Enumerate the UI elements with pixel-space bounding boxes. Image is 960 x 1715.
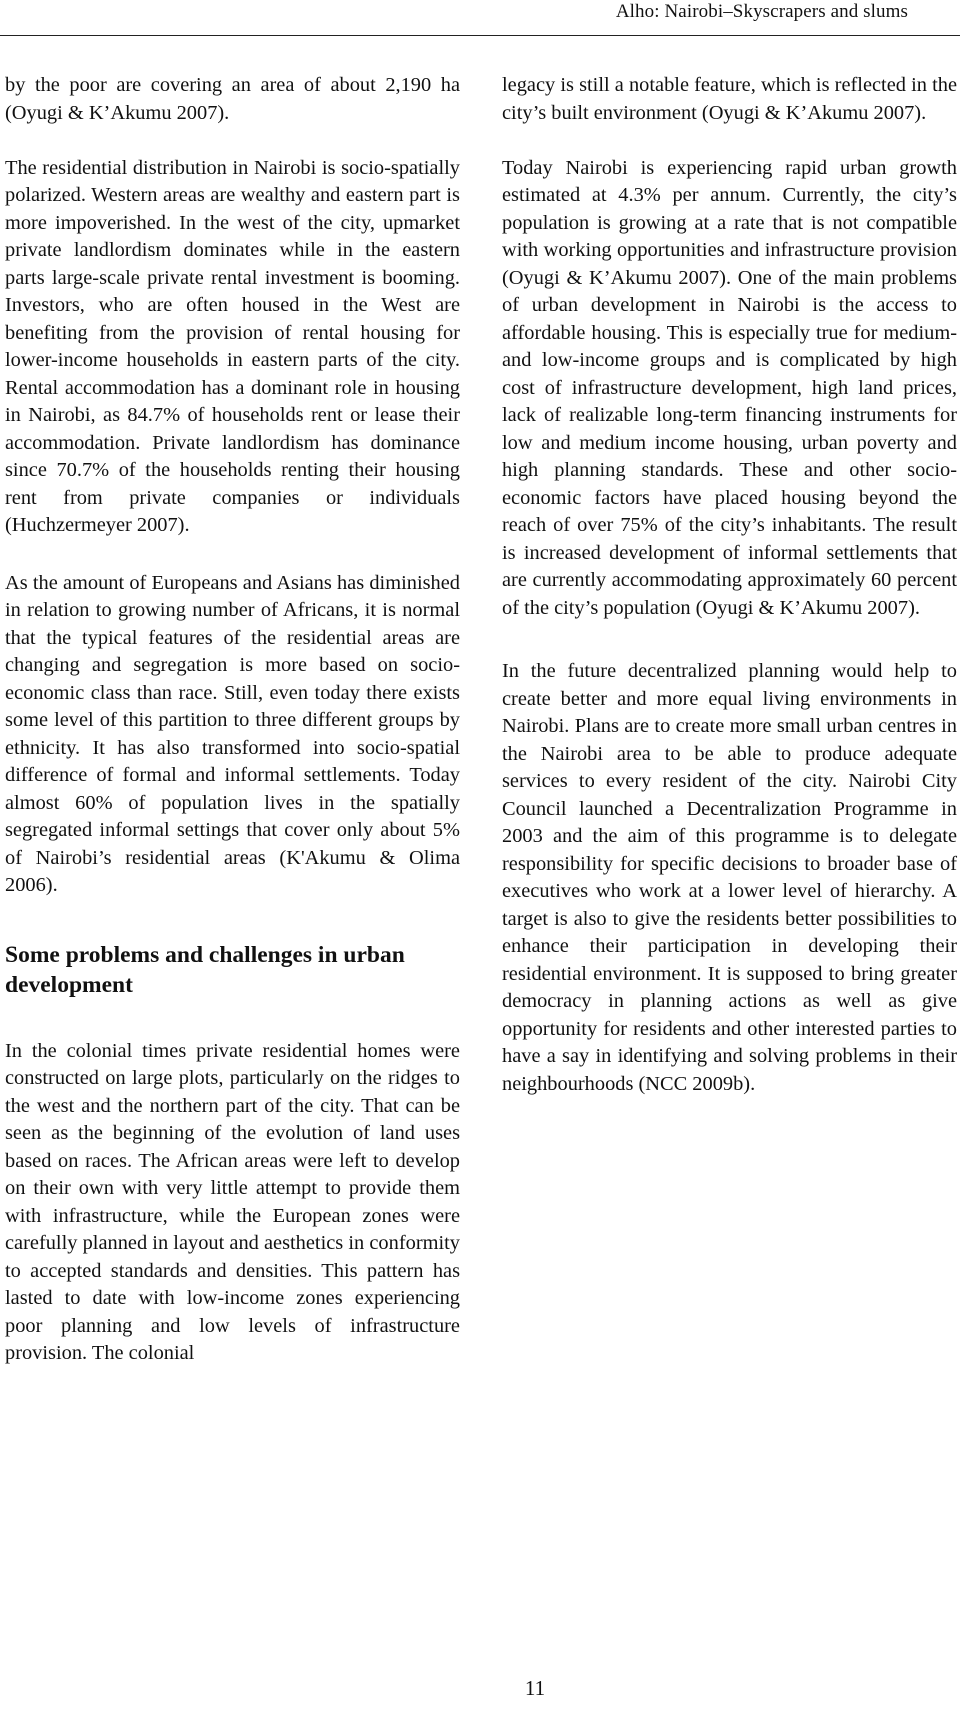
right-column (502, 72, 957, 1098)
paragraph-colonial-legacy: legacy is still a notable feature, which is reflected in the city’s built environment (Oyugi & K’Akumu 2007). (502, 74, 957, 124)
paragraph-decentralized-planning: In the future decentralized planning would help to create better and more equal living environments in Nairobi. Plans are to create more small urban centres in the Nairobi area to be able to produce adequate services to every resident of the city. Nairobi City Council launched a Decentralization Programme in 2003 and the aim of this programme is to delegate responsibility for specific decisions to broader base of executives who work at a lower level of hierarchy. A target is also to give the residents better possibilities to enhance their participation in developing their residential environment. It is supposed to bring greater democracy in planning actions as well as give opportunity for residents and other interested parties to have a say in identifying and solving problems in their neighbourhoods (NCC 2009b). (502, 660, 957, 1095)
paragraph-colonial-times: In the colonial times private residential homes were constructed on large plots, particularly on the ridges to the west and the northern part of the city. That can be seen as the beginning of the evolution of land uses based on races. The African areas were left to develop on their own with very little attempt to provide them with infrastructure, while the European zones were carefully planned in layout and aesthetics in conformity to accepted standards and densities. This pattern has lasted to date with low-income zones experiencing poor planning and low levels of infrastructure provision. The colonial (5, 1039, 460, 1364)
paragraph-europeans-and-asians: As the amount of Europeans and Asians has diminished in relation to growing number of Africans, it is normal that the typical features of the residential areas are changing and segregation is more based on socio-economic class than race. Still, even today there exists some level of this partition to three different groups by ethnicity. It has also transformed into socio-spatial difference of formal and informal settlements. Today almost 60% of population lives in the spatially segregated informal settings that cover only about 5% of Nairobi’s residential areas (K'Akumu & Olima 2006). (5, 571, 460, 896)
header-rule (0, 35, 960, 36)
left-column (5, 72, 460, 1368)
paragraph-rapid-urban-growth: Today Nairobi is experiencing rapid urban growth estimated at 4.3% per annum. Currently, the city’s population is growing at a rate that is not compatible with working opportunities and infrastructure provision (Oyugi & K’Akumu 2007). One of the main problems of urban development in Nairobi is the access to affordable housing. This is especially true for medium- and low-income groups and is complicated by high cost of infrastructure development, high land prices, lack of realizable long-term financing instruments for low and medium income housing, urban poverty and high planning standards. These and other socio-economic factors have placed housing beyond the reach of over 75% of the city’s inhabitants. The result is increased development of informal settlements that are currently accommodating approximately 60 percent of the city’s population (Oyugi & K’Akumu 2007). (502, 156, 957, 619)
running-header: Alho: Nairobi–Skyscrapers and slums (615, 1, 908, 22)
page-number: 11 (524, 1676, 546, 1700)
paragraph-residential-distribution: The residential distribution in Nairobi is socio-spatially polarized. Western areas are wealthy and eastern part is more impoverished. In the west of the city, upmarket private landlordism dominates while in the eastern parts large-scale private rental investment is booming. Investors, who are often housed in the West are benefiting from the provision of rental housing for lower-income households in eastern parts of the city. Rental accommodation has a dominant role in housing in Nairobi, as 84.7% of households rent or lease their accommodation. Private landlordism has dominance since 70.7% of the households renting their housing rent from private companies or individuals (Huchzermeyer 2007). (5, 156, 460, 536)
paragraph-continued: by the poor are covering an area of about 2,190 ha (Oyugi & K’Akumu 2007). (5, 74, 460, 124)
section-heading: Some problems and challenges in urban development (5, 941, 405, 998)
